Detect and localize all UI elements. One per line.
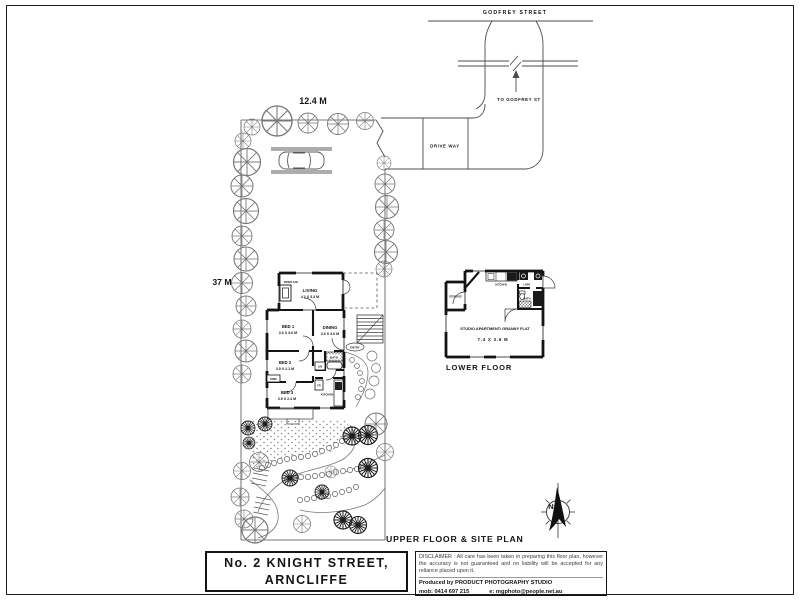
frontage-dimension: 12.4 M xyxy=(299,96,327,106)
storage-label: STORAGE xyxy=(449,295,462,299)
rear-garden xyxy=(231,413,394,543)
lower-kitchen-label: KITCHEN xyxy=(495,283,507,287)
bed2-label: BED 2 xyxy=(278,360,292,365)
compass-north-label: N xyxy=(548,502,554,511)
kitchen-label: KITCHEN xyxy=(320,392,334,397)
linen-label: LIN xyxy=(317,365,323,369)
bed2-dim: 3.9 X 2.1 M xyxy=(275,367,295,371)
produced-by-text: Produced by PRODUCT PHOTOGRAPHY STUDIO xyxy=(419,577,603,588)
bath-label: BATH xyxy=(329,355,339,360)
lower-floor-caption: LOWER FLOOR xyxy=(446,363,513,372)
driveway xyxy=(376,104,526,169)
studio-dim-label: 7.4 X 3.6 M xyxy=(477,337,509,342)
entry-label: ENTRY xyxy=(350,345,360,350)
depth-dimension: 37 M xyxy=(212,277,232,287)
address-line1: No. 2 KNIGHT STREET, xyxy=(224,556,389,571)
disclaimer-text: DISCLAIMER : All care has been taken in preparing this floor plan, however the accuracy is not guaranteed and no liability will be accepted for any reliance placed upon it. xyxy=(419,554,603,575)
disclaimer-box xyxy=(415,551,607,596)
bed3-label: BED 3 xyxy=(280,390,294,395)
email-address: e: mgphoto@people.net.au xyxy=(489,588,563,595)
living-label: LIVING xyxy=(302,288,318,293)
living-dim: 4.2 X 3.3 M xyxy=(300,295,320,299)
studio-name-label: STUDIO APARTMENT/ GRANNY FLAT xyxy=(460,326,530,331)
compass-rose xyxy=(541,483,575,538)
address-line2: ARNCLIFFE xyxy=(264,572,349,587)
laundry-label: LDRY xyxy=(523,283,531,287)
mobile-number: mob: 0414 697 215 xyxy=(419,588,470,595)
fridge-label: FR xyxy=(317,384,321,388)
robe-label: ROBE xyxy=(270,378,277,381)
bed1-label: BED 1 xyxy=(281,324,295,329)
to-street-label: TO GODFREY ST xyxy=(497,97,541,102)
bed1-dim: 3.6 X 3.6 M xyxy=(278,331,298,335)
lower-bath-label: BATH xyxy=(523,297,531,301)
address-box xyxy=(205,551,408,592)
car xyxy=(271,148,332,173)
fireplace-label: FIREPLACE xyxy=(283,281,299,285)
street-name-label: GODFREY STREET xyxy=(482,10,548,16)
plan-caption: UPPER FLOOR & SITE PLAN xyxy=(386,534,524,544)
dining-label: DINING xyxy=(322,325,338,330)
dining-dim: 3.6 X 3.6 M xyxy=(320,332,340,336)
driveway-label: DRIVE WAY xyxy=(430,143,460,149)
bed3-dim: 3.9 X 2.4 M xyxy=(277,397,297,401)
upper-floor-plan xyxy=(267,273,383,424)
